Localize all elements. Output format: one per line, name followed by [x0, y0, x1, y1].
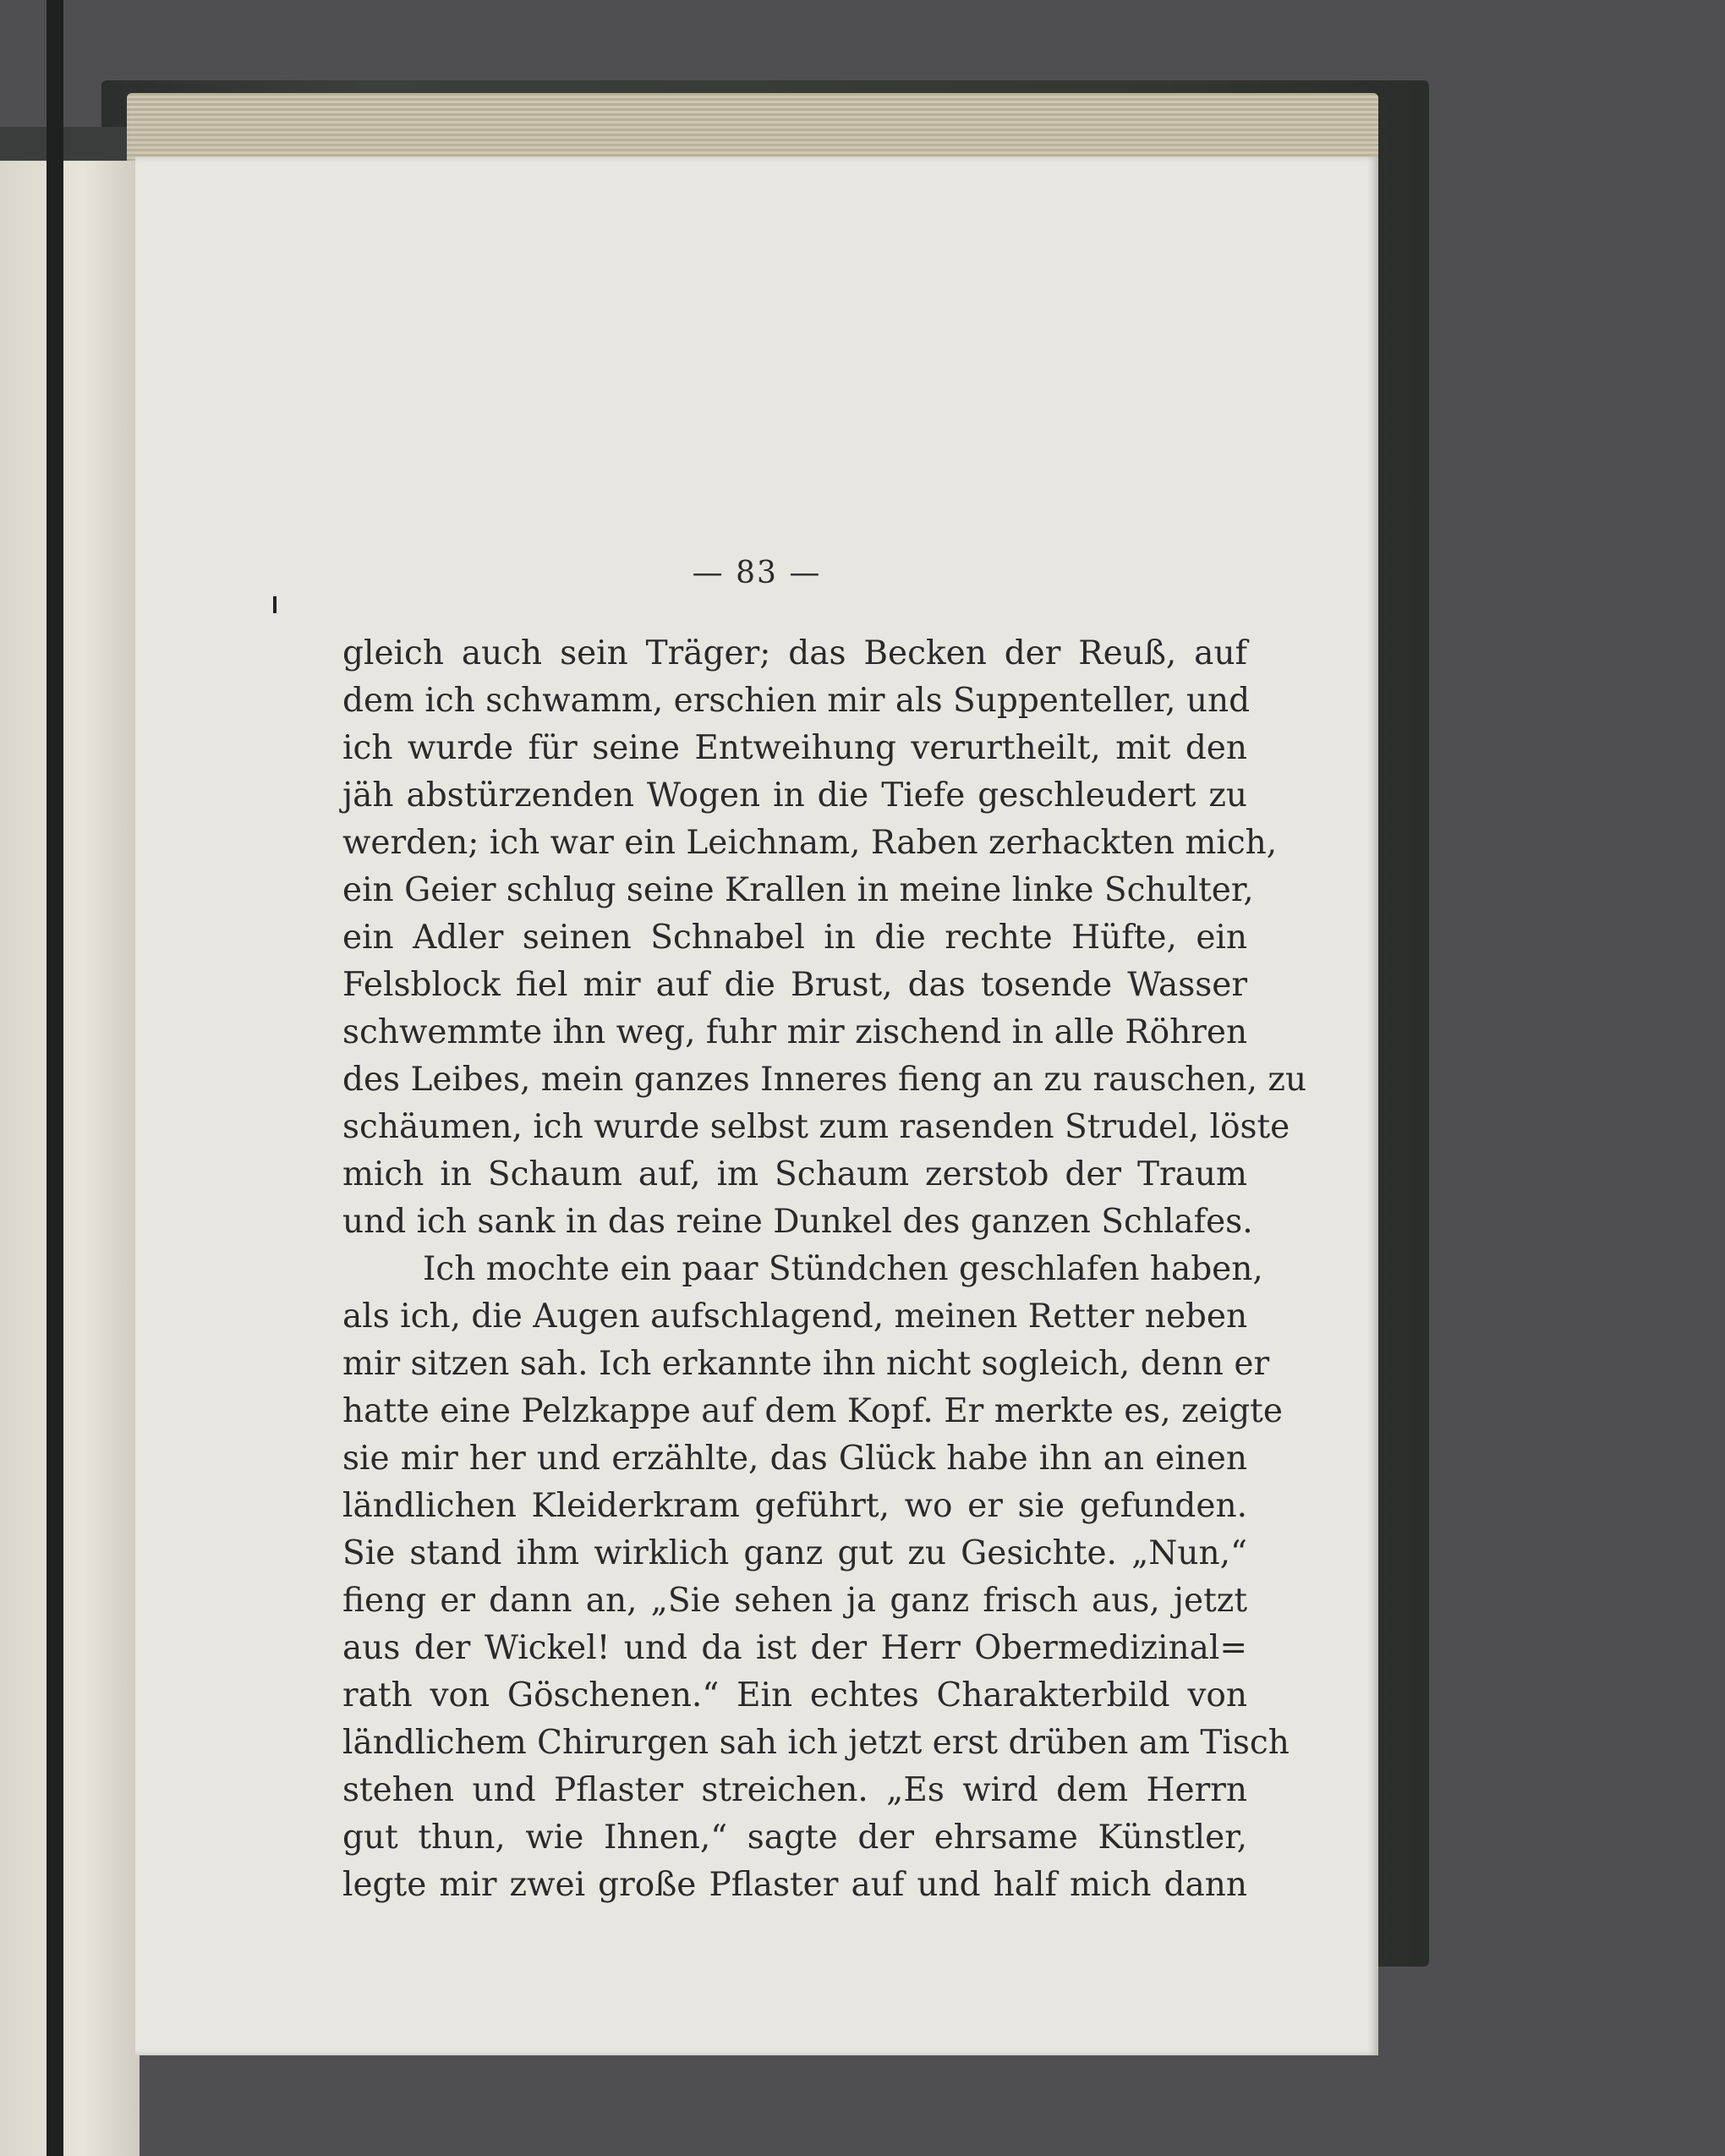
book-page — [135, 156, 1378, 2055]
text-line: schäumen, ich wurde selbst zum rasenden Strudel, löste — [342, 1108, 1290, 1146]
text-line: rath von Göschenen.“ Ein echtes Charakterbild von — [342, 1676, 1247, 1714]
text-line: Felsblock fiel mir auf die Brust, das tosende Wasser — [342, 966, 1247, 1004]
text-line: und ich sank in das reine Dunkel des ganzen Schlafes. — [342, 1203, 1253, 1241]
text-line: mich in Schaum auf, im Schaum zerstob der Traum — [342, 1155, 1247, 1193]
text-line: ländlichen Kleiderkram geführt, wo er sie gefunden. — [342, 1487, 1247, 1525]
page-edges — [127, 93, 1378, 161]
text-line: ich wurde für seine Entweihung verurtheilt, mit den — [342, 729, 1247, 767]
text-line: ein Adler seinen Schnabel in die rechte Hüfte, ein — [342, 919, 1247, 957]
text-line: dem ich schwamm, erschien mir als Suppenteller, und — [342, 682, 1251, 720]
left-page — [0, 161, 140, 2156]
text-line: fieng er dann an, „Sie sehen ja ganz frisch aus, jetzt — [342, 1582, 1247, 1620]
margin-mark — [273, 596, 277, 613]
text-line: als ich, die Augen aufschlagend, meinen Retter neben — [342, 1297, 1248, 1336]
text-line: mir sitzen sah. Ich erkannte ihn nicht sogleich, denn er — [342, 1345, 1270, 1383]
text-line: legte mir zwei große Pflaster auf und half mich dann — [342, 1866, 1247, 1904]
text-line: Sie stand ihm wirklich ganz gut zu Gesichte. „Nun,“ — [342, 1534, 1247, 1572]
text-line: hatte eine Pelzkappe auf dem Kopf. Er merkte es, zeigte — [342, 1392, 1283, 1430]
text-line: Ich mochte ein paar Stündchen geschlafen haben, — [423, 1250, 1263, 1288]
text-line: ländlichem Chirurgen sah ich jetzt erst drüben am Tisch — [342, 1724, 1290, 1762]
text-line: sie mir her und erzählte, das Glück habe ihn an einen — [342, 1440, 1247, 1478]
text-line: ein Geier schlug seine Krallen in meine linke Schulter, — [342, 871, 1254, 909]
book-spine — [47, 0, 63, 2156]
text-line: gleich auch sein Träger; das Becken der Reuß, auf — [342, 634, 1247, 672]
text-line: des Leibes, mein ganzes Inneres fieng an zu rauschen, zu — [342, 1061, 1307, 1099]
text-line: schwemmte ihn weg, fuhr mir zischend in alle Röhren — [342, 1013, 1248, 1051]
page-text — [342, 630, 1307, 1909]
page-number: — 83 — — [692, 556, 822, 590]
text-line: gut thun, wie Ihnen,“ sagte der ehrsame Künstler, — [342, 1819, 1247, 1857]
text-line: jäh abstürzenden Wogen in die Tiefe geschleudert zu — [342, 776, 1247, 815]
text-line: stehen und Pflaster streichen. „Es wird dem Herrn — [342, 1771, 1247, 1809]
text-line: werden; ich war ein Leichnam, Raben zerhackten mich, — [342, 824, 1278, 862]
text-line: aus der Wickel! und da ist der Herr Obermedizinal= — [342, 1629, 1247, 1667]
